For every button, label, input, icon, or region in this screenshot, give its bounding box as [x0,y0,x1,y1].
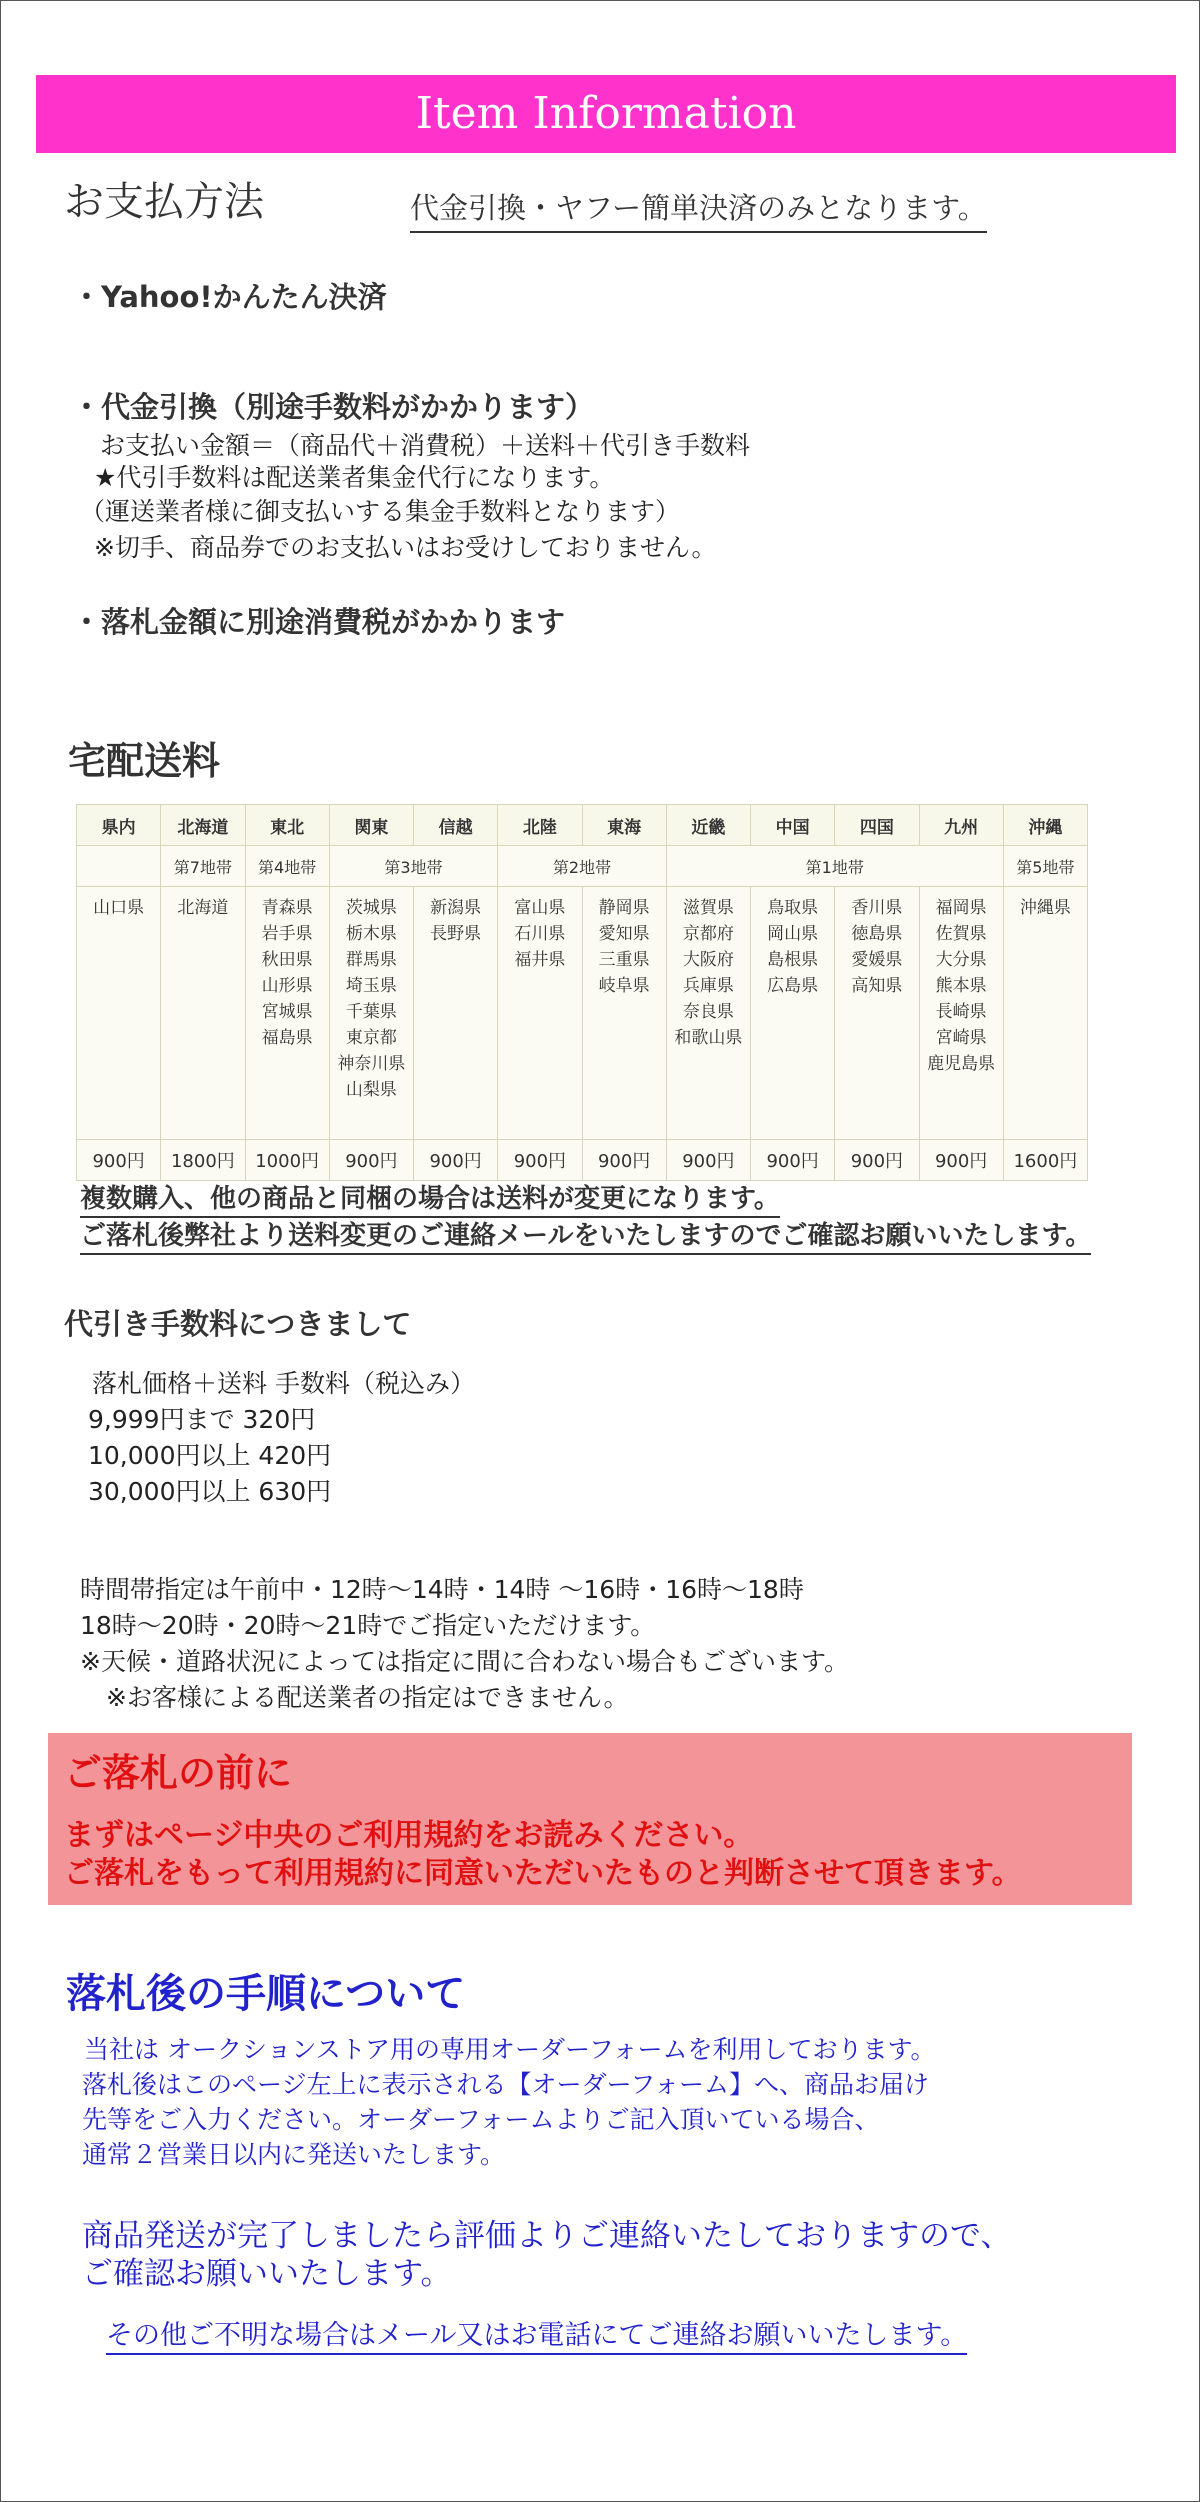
prefecture-name: 島根県 [767,950,819,970]
warning-title: ご落札の前に [64,1751,293,1795]
zone-cell: 第3地帯 [329,846,498,887]
prefecture-name: 埼玉県 [345,976,397,996]
price-cell: 1000円 [245,1140,329,1181]
prefecture-cell [919,887,1003,1140]
prefecture-name: 東京都 [345,1028,397,1048]
prefecture-name: 鹿児島県 [927,1054,996,1074]
procedure-line: 落札後はこのページ左上に表示される【オーダーフォーム】へ、商品お届け [82,2070,930,2099]
region-cell: 県内 [77,805,161,846]
price-cell: 1600円 [1003,1140,1087,1181]
price-cell: 900円 [329,1140,413,1181]
prefecture-name: 神奈川県 [337,1054,406,1074]
price-cell: 900円 [498,1140,582,1181]
payment-yahoo: ・Yahoo!かんたん決済 [72,280,387,314]
region-cell: 近畿 [666,805,750,846]
prefecture-name: 徳島県 [851,924,903,944]
prefecture-name: 群馬県 [345,950,397,970]
prefecture-name: 宮崎県 [935,1028,987,1048]
prefecture-cell [582,887,666,1140]
fee-line: 落札価格＋送料 手数料（税込み） [92,1369,475,1398]
prefecture-name: 北海道 [177,898,229,918]
zone-cell: 第1地帯 [666,846,1003,887]
zone-cell [77,846,161,887]
region-cell: 中国 [751,805,835,846]
prefecture-name: 京都府 [682,924,734,944]
region-header-row [77,805,1088,846]
prefecture-name: 長野県 [430,924,482,944]
shipped-line: 商品発送が完了しましたら評価よりご連絡いたしておりますので、 [82,2218,1012,2254]
prefecture-name: 香川県 [851,898,903,918]
price-row [77,1140,1088,1181]
time-line: 18時～20時・20時～21時でご指定いただけます。 [80,1611,656,1640]
cod-line: ※切手、商品券でのお支払いはお受けしておりません。 [94,533,717,562]
prefecture-cell [751,887,835,1140]
fee-line: 10,000円以上 420円 [88,1441,332,1470]
shipping-table [76,804,1088,1181]
prefecture-name: 奈良県 [682,1002,734,1022]
region-cell: 関東 [329,805,413,846]
warning-line: まずはページ中央のご利用規約をお読みください。 [64,1818,754,1853]
region-cell: 北陸 [498,805,582,846]
fee-line: 9,999円まで 320円 [88,1405,316,1434]
payment-note: 代金引換・ヤフー簡単決済のみとなります。 [410,186,987,233]
prefecture-cell [666,887,750,1140]
prefecture-cell [835,887,919,1140]
region-cell: 四国 [835,805,919,846]
cod-line: （運送業者様に御支払いする集金手数料となります） [80,497,681,526]
time-line: 時間帯指定は午前中・12時～14時・14時 ～16時・16時～18時 [80,1575,804,1604]
price-cell: 900円 [666,1140,750,1181]
prefecture-name: 富山県 [514,898,566,918]
shipping-note: 複数購入、他の商品と同梱の場合は送料が変更になります。 [80,1178,780,1218]
prefecture-name: 鳥取県 [767,898,819,918]
prefecture-name: 熊本県 [935,976,987,996]
price-cell: 900円 [835,1140,919,1181]
prefecture-name: 山口県 [93,898,145,918]
price-cell: 1800円 [161,1140,245,1181]
prefecture-name: 福岡県 [935,898,987,918]
item-information-banner: Item Information [36,75,1176,153]
prefecture-name: 愛媛県 [851,950,903,970]
prefecture-name: 広島県 [767,976,819,996]
prefecture-row [77,887,1088,1140]
prefecture-name: 三重県 [598,950,650,970]
prefecture-cell [414,887,498,1140]
prefecture-cell [498,887,582,1140]
procedure-line: 通常２営業日以内に発送いたします。 [82,2140,506,2169]
fee-heading: 代引き手数料につきまして [64,1307,412,1341]
zone-row [77,846,1088,887]
prefecture-name: 福島県 [261,1028,313,1048]
prefecture-name: 石川県 [514,924,566,944]
prefecture-cell [77,887,161,1140]
prefecture-name: 岐阜県 [598,976,650,996]
payment-heading: お支払方法 [64,179,264,225]
prefecture-name: 和歌山県 [674,1028,743,1048]
warning-line: ご落札をもって利用規約に同意いただいたものと判断させて頂きます。 [64,1856,1022,1891]
prefecture-name: 大阪府 [682,950,734,970]
shipping-heading: 宅配送料 [68,739,221,783]
shipping-note: ご落札後弊社より送料変更のご連絡メールをいたしますのでご確認お願いいたします。 [80,1215,1091,1255]
prefecture-name: 沖縄県 [1019,898,1071,918]
contact-link[interactable]: その他ご不明な場合はメール又はお電話にてご連絡お願いいたします。 [106,2313,967,2355]
prefecture-name: 山梨県 [345,1080,397,1100]
price-cell: 900円 [919,1140,1003,1181]
prefecture-name: 愛知県 [598,924,650,944]
shipped-line: ご確認お願いいたします。 [82,2256,452,2292]
prefecture-name: 岡山県 [767,924,819,944]
price-cell: 900円 [77,1140,161,1181]
prefecture-name: 宮城県 [261,1002,313,1022]
prefecture-name: 福井県 [514,950,566,970]
time-line: ※お客様による配送業者の指定はできません。 [106,1683,629,1712]
prefecture-name: 栃木県 [345,924,397,944]
price-cell: 900円 [582,1140,666,1181]
procedure-line: 当社は オークションストア用の専用オーダーフォームを利用しております。 [84,2035,936,2064]
time-line: ※天候・道路状況によっては指定に間に合わない場合もございます。 [80,1647,849,1676]
prefecture-name: 茨城県 [345,898,397,918]
prefecture-name: 佐賀県 [935,924,987,944]
price-cell: 900円 [751,1140,835,1181]
prefecture-name: 青森県 [261,898,313,918]
cod-line: ★代引手数料は配送業者集金代行になります。 [94,463,615,492]
prefecture-name: 千葉県 [345,1002,397,1022]
price-cell: 900円 [414,1140,498,1181]
zone-cell: 第5地帯 [1003,846,1087,887]
prefecture-name: 高知県 [851,976,903,996]
procedure-heading: 落札後の手順について [66,1971,466,2017]
region-cell: 東北 [245,805,329,846]
region-cell: 沖縄 [1003,805,1087,846]
cod-line: お支払い金額＝（商品代＋消費税）＋送料＋代引き手数料 [100,431,751,460]
payment-tax: ・落札金額に別途消費税がかかります [72,605,566,639]
prefecture-name: 大分県 [935,950,987,970]
prefecture-cell [1003,887,1087,1140]
prefecture-name: 兵庫県 [682,976,734,996]
zone-cell: 第4地帯 [245,846,329,887]
prefecture-name: 静岡県 [598,898,650,918]
zone-cell: 第2地帯 [498,846,667,887]
fee-line: 30,000円以上 630円 [88,1477,332,1506]
procedure-line: 先等をご入力ください。オーダーフォームよりご記入頂いている場合、 [82,2105,880,2134]
region-cell: 東海 [582,805,666,846]
prefecture-name: 岩手県 [261,924,313,944]
region-cell: 信越 [414,805,498,846]
prefecture-name: 新潟県 [430,898,482,918]
zone-cell: 第7地帯 [161,846,245,887]
payment-cod: ・代金引換（別途手数料がかかります） [72,390,595,424]
prefecture-cell [161,887,245,1140]
region-cell: 北海道 [161,805,245,846]
prefecture-name: 山形県 [261,976,313,996]
prefecture-name: 滋賀県 [682,898,734,918]
region-cell: 九州 [919,805,1003,846]
prefecture-cell [329,887,413,1140]
prefecture-cell [245,887,329,1140]
prefecture-name: 長崎県 [935,1002,987,1022]
prefecture-name: 秋田県 [261,950,313,970]
